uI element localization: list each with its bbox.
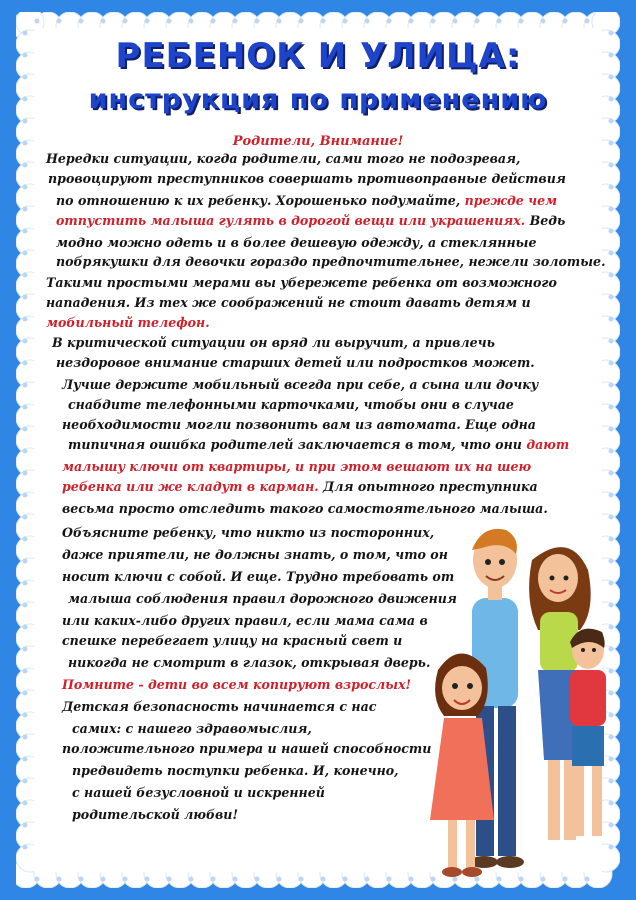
section-heading: Родители, Внимание! xyxy=(232,134,404,149)
highlight-text: дают xyxy=(526,437,570,452)
text-segment: родительской любви! xyxy=(72,807,238,822)
text-line xyxy=(72,762,399,779)
text-segment: весьма просто отследить такого самостоятельного малыша. xyxy=(62,501,548,516)
text-segment: или каких-либо других правил, если мама сама в xyxy=(62,613,428,628)
text-segment: Детская безопасность начинается с нас xyxy=(62,699,377,714)
highlight-text: отпустить малыша гулять в дорогой вещи или украшениях. xyxy=(56,213,526,228)
text-line xyxy=(52,334,495,351)
text-segment: спешке перебегает улицу на красный свет и xyxy=(62,633,403,648)
text-line xyxy=(56,192,557,209)
text-segment: провоцируют преступников совершать противоправные действия xyxy=(48,171,566,186)
text-line xyxy=(56,212,565,229)
text-line xyxy=(62,416,536,433)
text-line xyxy=(62,740,431,757)
text-segment: малыша соблюдения правил дорожного движения xyxy=(68,591,457,606)
text-line xyxy=(68,436,569,453)
poster-subtitle: инструкция по применению xyxy=(88,84,548,115)
text-segment: носит ключи с собой. И еще. Трудно требовать от xyxy=(62,569,455,584)
text-segment: нападения. Из тех же соображений не стоит давать детям и xyxy=(46,295,531,310)
text-line xyxy=(62,612,428,629)
text-segment: Лучше держите мобильный всегда при себе, а сына или дочку xyxy=(62,377,539,392)
text-line xyxy=(62,546,448,563)
text-segment: модно можно одеть и в более дешевую одежду, а стеклянные xyxy=(56,235,537,250)
text-line xyxy=(62,676,411,693)
text-segment: самих: с нашего здравомыслия, xyxy=(72,721,312,736)
text-segment: Нередки ситуации, когда родители, сами того не подозревая, xyxy=(46,151,521,166)
text-line xyxy=(56,234,536,251)
text-segment: даже приятели, не должны знать, о том, что он xyxy=(62,547,448,562)
family-illustration xyxy=(420,520,620,890)
text-segment: типичная ошибка родителей заключается в том, что они xyxy=(68,437,527,452)
text-segment: Такими простыми мерами вы убережете ребенка от возможного xyxy=(46,275,557,290)
boy-figure xyxy=(570,629,606,836)
highlight-text: ребенка или же кладут в карман. xyxy=(62,479,319,494)
text-line xyxy=(48,170,566,187)
text-line xyxy=(56,253,605,270)
text-line xyxy=(68,654,430,671)
text-line xyxy=(72,806,238,823)
text-segment: Объясните ребенку, что никто из посторонних, xyxy=(62,525,435,540)
text-line xyxy=(46,314,210,331)
text-line xyxy=(62,698,376,715)
text-segment: Ведь xyxy=(525,213,566,228)
text-segment: предвидеть поступки ребенка. И, конечно, xyxy=(72,763,399,778)
text-line xyxy=(46,294,531,311)
text-segment: положительного примера и нашей способности xyxy=(62,741,432,756)
text-line xyxy=(46,274,557,291)
text-line xyxy=(62,500,548,517)
text-segment: Для опытного преступника xyxy=(318,479,538,494)
text-line xyxy=(62,376,538,393)
text-line xyxy=(62,458,531,475)
text-line xyxy=(62,478,538,495)
text-line xyxy=(56,354,535,371)
text-segment: никогда не смотрит в глазок, открывая дверь. xyxy=(68,655,431,670)
text-segment: необходимости могли позвонить вам из автомата. Еще одна xyxy=(62,417,536,432)
poster-title: РЕБЕНОК И УЛИЦА: xyxy=(115,36,521,76)
text-segment: снабдите телефонными карточками, чтобы они в случае xyxy=(68,397,514,412)
text-segment: нездоровое внимание старших детей или подростков может. xyxy=(56,355,535,370)
text-segment: по отношению к их ребенку. Хорошенько подумайте, xyxy=(56,193,465,208)
highlight-text: малышу ключи от квартиры, и при этом вешают их на шею xyxy=(62,459,532,474)
highlight-text: прежде чем xyxy=(464,193,558,208)
text-line xyxy=(62,632,402,649)
text-line xyxy=(72,784,325,801)
text-segment: побрякушки для девочки гораздо предпочтительнее, нежели золотые. xyxy=(56,254,606,269)
highlight-text: мобильный телефон. xyxy=(46,315,210,330)
text-line xyxy=(68,590,457,607)
text-segment: с нашей безусловной и искренней xyxy=(72,785,325,800)
text-line xyxy=(72,720,312,737)
text-line xyxy=(68,396,514,413)
text-segment: В критической ситуации он вряд ли выручит, а привлечь xyxy=(52,335,495,350)
highlight-text: Помните - дети во всем копируют взрослых! xyxy=(62,677,412,692)
text-line xyxy=(46,150,520,167)
text-line xyxy=(62,524,434,541)
text-line xyxy=(62,568,454,585)
